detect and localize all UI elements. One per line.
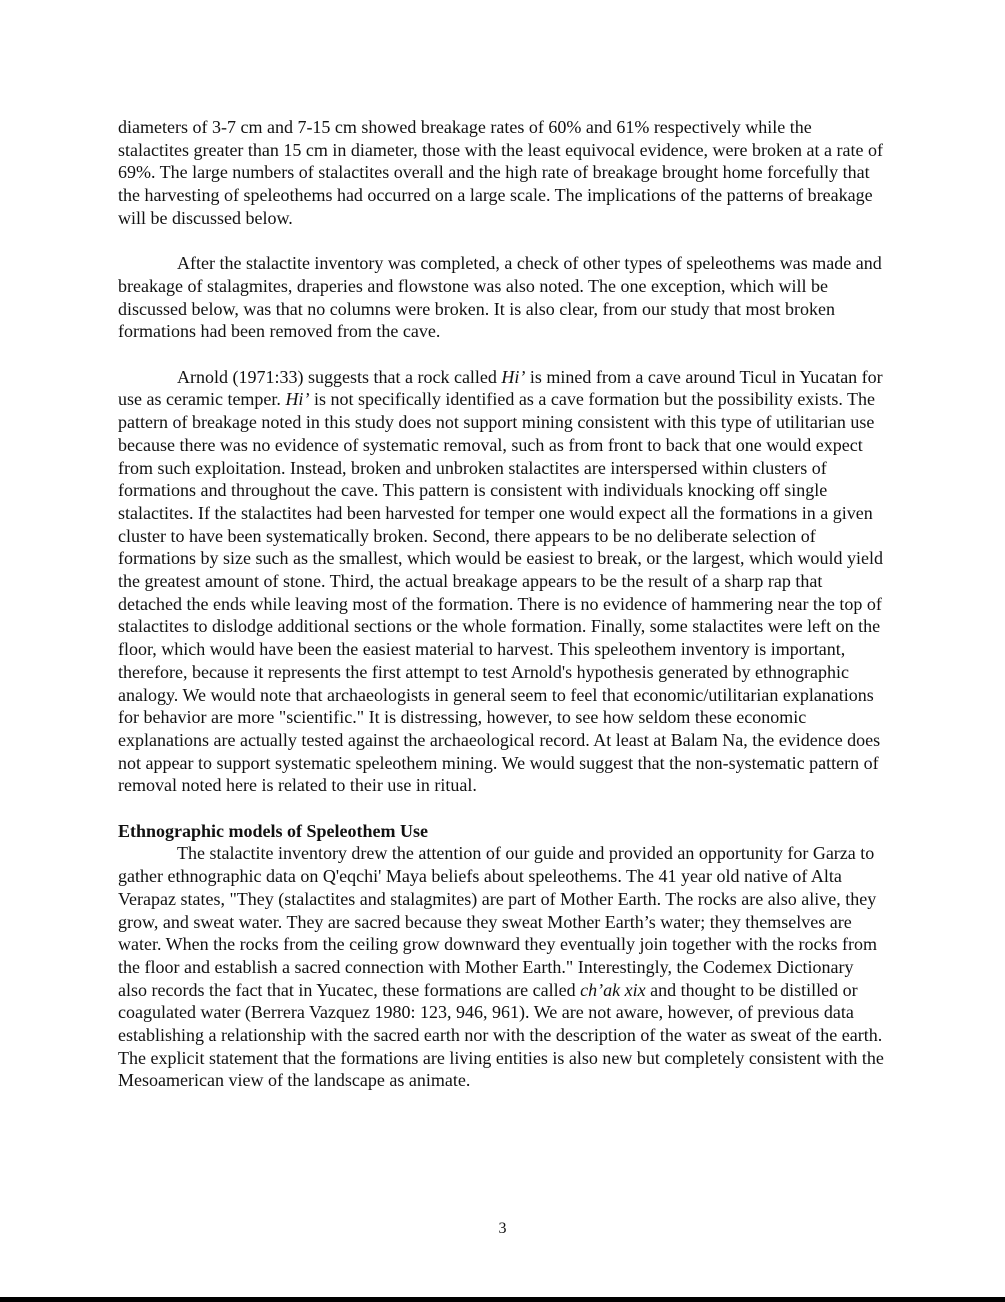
italic-term-chak-xix: ch’ak xix: [580, 979, 646, 1000]
text-run: is not specifically identified as a cave formation but the possibility exists. The pattern of breakage noted in this study does not support mining consistent with this type of utilitarian use because there was no evidence of systematic removal, such as from front to back that one would expect from such exploitation. Instead, broken and unbroken stalactites are interspersed within clusters of formations and throughout the cave. This pattern is consistent with individuals knocking off single stalactites. If the stalactites had been harvested for temper one would expect all the formations in a given cluster to have been systematically broken. Second, there appears to be no deliberate selection of formations by size such as the smallest, which would be easiest to break, or the largest, which would yield the greatest amount of stone. Third, the actual breakage appears to be the result of a sharp rap that detached the ends while leaving most of the formation. There is no evidence of hammering near the top of stalactites to dislodge additional sections or the whole formation. Finally, some stalactites were left on the floor, which would have been the easiest material to harvest. This speleothem inventory is important, therefore, because it represents the first attempt to test Arnold's hypothesis generated by ethnographic analogy. We would note that archaeologists in general seem to feel that economic/utilitarian explanations for behavior are more "scientific." It is distressing, however, to see how seldom these economic explanations are actually tested against the archaeological record. At least at Balam Na, the evidence does not appear to support systematic speleothem mining. We would suggest that the non-systematic pattern of removal noted here is related to their use in ritual.: [118, 389, 883, 796]
page-body: [118, 116, 886, 1092]
section-heading: Ethnographic models of Speleothem Use: [118, 820, 428, 841]
page-bottom-border: [0, 1297, 1005, 1302]
paragraph-arnold-hypothesis: [118, 366, 886, 797]
text-run: is mined from a cave around Ticul in Yucatan for use as ceramic temper.: [118, 366, 883, 410]
italic-term-hi: Hi’: [285, 389, 310, 410]
paragraph-breakage-rates: diameters of 3-7 cm and 7-15 cm showed breakage rates of 60% and 61% respectively while the stalactites greater than 15 cm in diameter, those with the least equivocal evidence, were broken at a rate of 69%. The large numbers of stalactites overall and the high rate of breakage brought home forcefully that the harvesting of speleothems had occurred on a large scale. The implications of the patterns of breakage will be discussed below.: [118, 117, 883, 228]
text-run: The stalactite inventory drew the attention of our guide and provided an opportunity for Garza to gather ethnographic data on Q'eqchi' Maya beliefs about speleothems. The 41 year old native of Alta Verapaz states, "They (stalactites and stalagmites) are part of Mother Earth. The rocks are also alive, they grow, and sweat water. They are sacred because they sweat Mother Earth’s water; they themselves are water. When the rocks from the ceiling grow downward they eventually join together with the rocks from the floor and establish a sacred connection with Mother Earth." Interestingly, the Codemex Dictionary also records the fact that in Yucatec, these formations are called: [118, 843, 877, 1000]
text-run: and thought to be distilled or coagulated water (Berrera Vazquez 1980: 123, 946, 961). We are not aware, however, of previous data establishing a relationship with the sacred earth nor with the description of the water as sweat of the earth. The explicit statement that the formations are living entities is also new but completely consistent with the Mesoamerican view of the landscape as animate.: [118, 979, 884, 1091]
page-number: 3: [498, 1220, 507, 1237]
italic-term-hi: Hi’: [501, 366, 526, 387]
text-run: Arnold (1971:33) suggests that a rock called: [177, 366, 502, 387]
paragraph-ethnographic-data: [118, 842, 886, 1092]
paragraph-other-speleothems: After the stalactite inventory was completed, a check of other types of speleothems was made and breakage of stalagmites, draperies and flowstone was also noted. The one exception, which will be discussed below, was that no columns were broken. It is also clear, from our study that most broken formations had been removed from the cave.: [118, 253, 882, 342]
